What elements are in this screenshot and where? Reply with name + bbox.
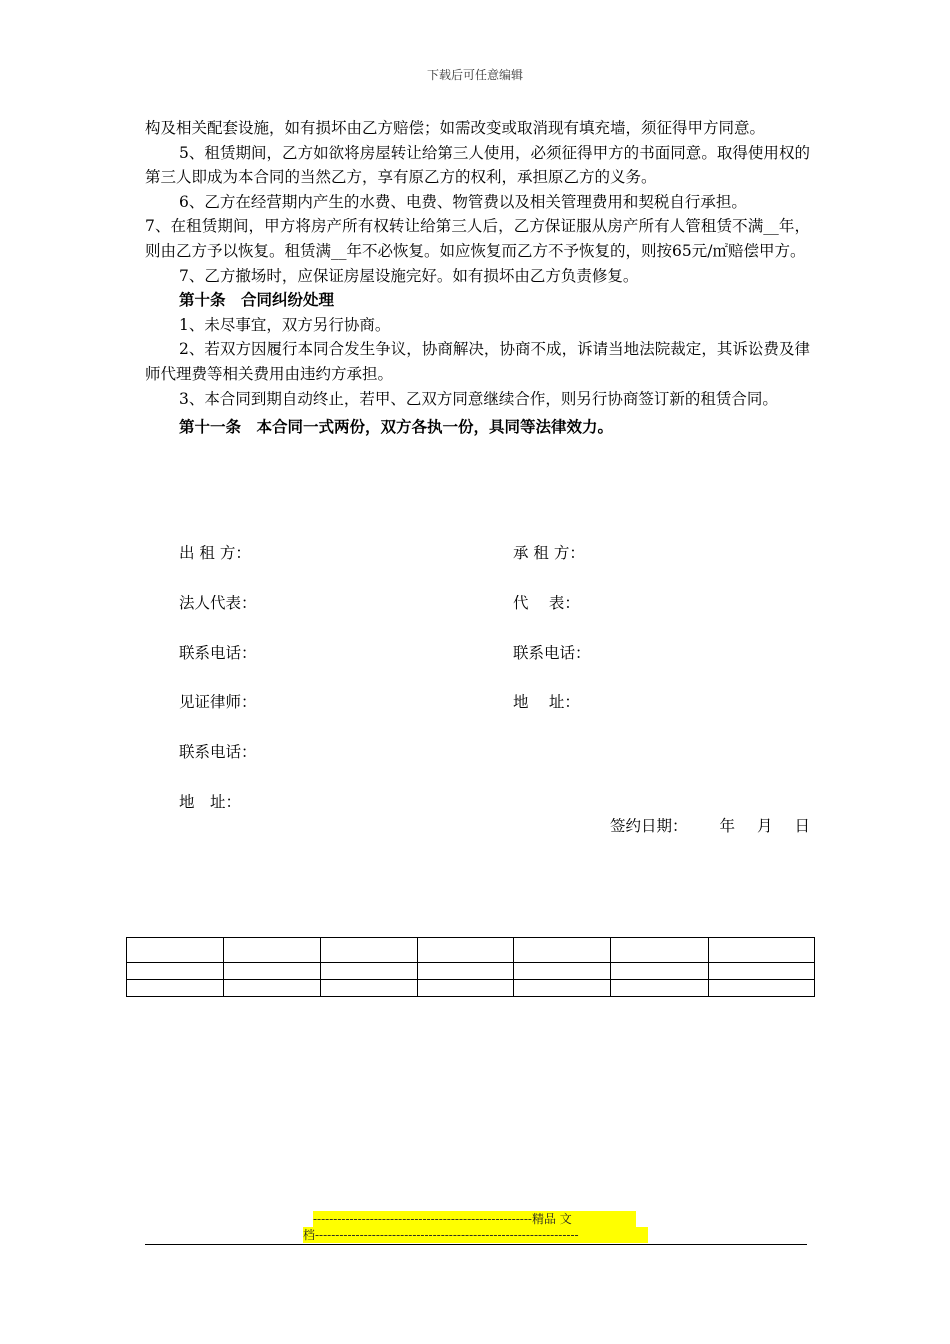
sign-date bbox=[610, 814, 810, 836]
sig-lawyer-phone-label: 联系电话： bbox=[179, 743, 257, 761]
sig-representative-label: 代 表： bbox=[513, 594, 580, 612]
paragraph: 7、乙方撤场时，应保证房屋设施完好。如有损坏由乙方负责修复。 bbox=[179, 266, 639, 285]
sign-date-year: 年 bbox=[719, 817, 736, 835]
footer-watermark-line2: 档----------------------------------------------------------------- bbox=[303, 1227, 648, 1243]
sig-lessee-address-label: 地 址： bbox=[513, 693, 580, 711]
footer-watermark-line1: ------------------------------------------------------精品 文 bbox=[313, 1211, 636, 1227]
sig-lessee-label: 承 租 方： bbox=[513, 544, 585, 562]
table-cell bbox=[709, 963, 815, 980]
section-heading: 第十一条 本合同一式两份，双方各执一份，具同等法律效力。 bbox=[179, 417, 614, 437]
contract-body bbox=[145, 116, 810, 440]
sig-lawyer-address-label: 地 址： bbox=[179, 793, 242, 811]
table-cell bbox=[417, 980, 514, 997]
table-cell bbox=[417, 938, 514, 963]
sign-date-label: 签约日期： bbox=[610, 817, 688, 835]
table-cell bbox=[709, 938, 815, 963]
sign-date-month: 月 bbox=[757, 817, 773, 835]
table-cell bbox=[514, 963, 611, 980]
paragraph: 3、本合同到期自动终止，若甲、乙双方同意继续合作，则另行协商签订新的租赁合同。 bbox=[179, 389, 778, 408]
paragraph: 1、未尽事宜，双方另行协商。 bbox=[179, 315, 391, 334]
sig-witness-lawyer-label: 见证律师： bbox=[179, 693, 257, 711]
paragraph: 7、在租赁期间，甲方将房产所有权转让给第三人后，乙方保证服从房产所有人管租赁不满__年，则由乙方予以恢复。租赁满__年不必恢复。如应恢复而乙方不予恢复的，则按65元/㎡赔偿甲方。 bbox=[145, 217, 810, 260]
section-heading: 第十条 合同纠纷处理 bbox=[179, 290, 335, 310]
sig-legal-rep-label: 法人代表： bbox=[179, 594, 257, 612]
table-cell bbox=[320, 938, 417, 963]
table-cell bbox=[320, 963, 417, 980]
table-cell bbox=[223, 980, 320, 997]
table-cell bbox=[514, 980, 611, 997]
table-cell bbox=[127, 963, 224, 980]
sign-date-day: 日 bbox=[794, 817, 811, 835]
table-cell bbox=[514, 938, 611, 963]
table-cell bbox=[611, 963, 709, 980]
table-cell bbox=[709, 980, 815, 997]
table-cell bbox=[320, 980, 417, 997]
page-header: 下载后可任意编辑 bbox=[426, 68, 523, 82]
blank-table bbox=[126, 937, 815, 997]
footer-rule bbox=[145, 1244, 807, 1245]
table-cell bbox=[127, 938, 224, 963]
sig-lessor-phone-label: 联系电话： bbox=[179, 644, 257, 662]
sig-lessor-label: 出 租 方： bbox=[179, 544, 251, 562]
paragraph: 6、乙方在经营期内产生的水费、电费、物管费以及相关管理费用和契税自行承担。 bbox=[179, 192, 747, 211]
table-cell bbox=[223, 963, 320, 980]
paragraph: 构及相关配套设施，如有损坏由乙方赔偿；如需改变或取消现有填充墙，须征得甲方同意。 bbox=[145, 119, 766, 137]
table-cell bbox=[611, 980, 709, 997]
table-cell bbox=[417, 963, 514, 980]
paragraph: 2、若双方因履行本同合发生争议，协商解决，协商不成，诉请当地法院裁定，其诉讼费及律师代理费等相关费用由违约方承担。 bbox=[145, 340, 810, 383]
table-cell bbox=[611, 938, 709, 963]
table-cell bbox=[127, 980, 224, 997]
table-cell bbox=[223, 938, 320, 963]
sig-lessee-phone-label: 联系电话： bbox=[513, 644, 591, 662]
paragraph: 5、租赁期间，乙方如欲将房屋转让给第三人使用，必须征得甲方的书面同意。取得使用权的第三人即成为本合同的当然乙方，享有原乙方的权利，承担原乙方的义务。 bbox=[145, 143, 810, 187]
